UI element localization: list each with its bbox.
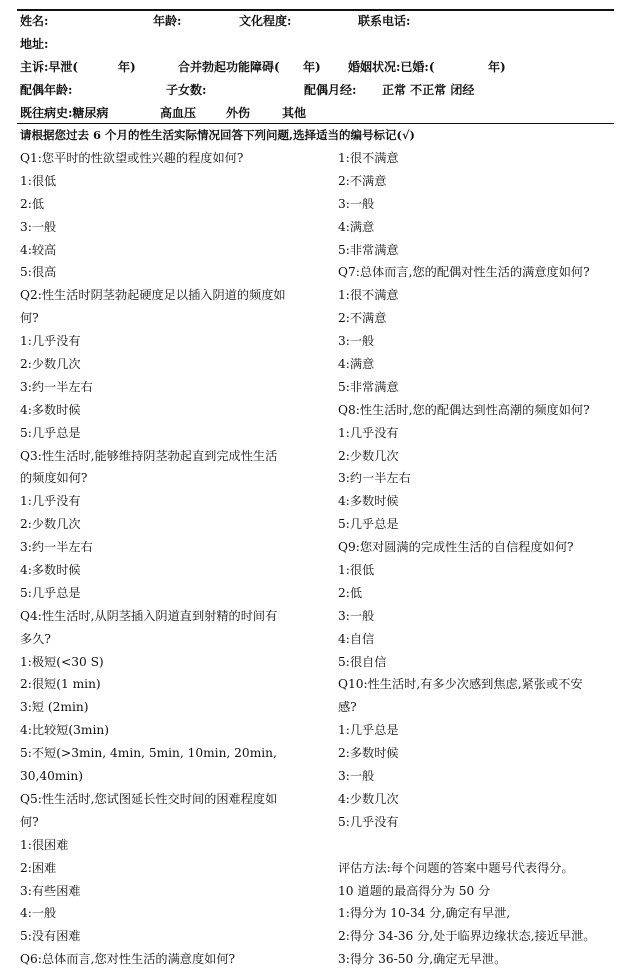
right-column-line-7: 2:不满意 [338, 311, 387, 326]
left-column-line-0: Q1:您平时的性欲望或性兴趣的程度如何? [20, 151, 244, 165]
left-column [20, 147, 315, 971]
header-divider [17, 123, 614, 124]
right-column-line-22: 5:很自信 [338, 654, 387, 669]
left-column-line-11: 4:多数时候 [20, 402, 81, 417]
left-column-line-10: 3:约一半左右 [20, 379, 93, 394]
left-column-line-30: 1:很困难 [20, 837, 69, 852]
left-column-line-1: 1:很低 [20, 173, 57, 188]
left-column-line-6: Q2:性生活时阴茎勃起硬度足以插入阴道的频度如 [20, 288, 286, 303]
right-column-line-18: 1:很低 [338, 563, 375, 578]
right-column-line-34: 2:得分 34-36 分,处于临界边缘状态,接近早泄。 [338, 929, 596, 944]
left-column-line-14: 的频度如何? [20, 471, 88, 486]
ed-year: 年) [303, 60, 321, 74]
left-column-line-26: 5:不短(>3min, 4min, 5min, 10min, 20min, [20, 746, 277, 761]
left-column-line-35: Q6:总体而言,您对性生活的满意度如何? [20, 952, 236, 967]
left-column-line-7: 何? [20, 311, 39, 326]
left-column-line-24: 3:短 (2min) [20, 700, 89, 715]
right-column-line-26: 2:多数时候 [338, 746, 399, 761]
right-column-line-4: 5:非常满意 [338, 242, 399, 257]
complaint-year: 年) [118, 60, 136, 74]
left-column-line-8: 1:几乎没有 [20, 334, 81, 349]
left-column-line-22: 1:极短(<30 S) [20, 654, 104, 669]
left-column-line-32: 3:有些困难 [20, 883, 81, 898]
left-column-line-29: 何? [20, 814, 39, 829]
right-column-line-5: Q7:总体而言,您的配偶对性生活的满意度如何? [338, 265, 590, 280]
left-column-line-20: Q4:性生活时,从阴茎插入阴道直到射精的时间有 [20, 608, 278, 623]
right-column-line-23: Q10:性生活时,有多少次感到焦虑,紧张或不安 [338, 677, 583, 692]
right-column [338, 147, 628, 971]
header-line-1 [20, 11, 620, 31]
right-column-line-35: 3:得分 36-50 分,确定无早泄。 [338, 952, 507, 967]
left-column-line-5: 5:很高 [20, 265, 57, 280]
menses-options: 正常 不正常 闭经 [382, 83, 475, 97]
right-column-line-12: 1:几乎没有 [338, 425, 399, 440]
spouse-age-label: 配偶年龄: [20, 83, 73, 97]
right-column-line-21: 4:自信 [338, 631, 375, 646]
right-column-line-29: 5:几乎没有 [338, 814, 399, 829]
left-column-line-19: 5:几乎总是 [20, 585, 81, 600]
left-column-line-2: 2:低 [20, 196, 45, 211]
right-column-line-16: 5:几乎总是 [338, 517, 399, 532]
right-column-line-14: 3:约一半左右 [338, 471, 411, 486]
marital-label: 婚姻状况:已婚:( [348, 60, 435, 74]
right-column-line-28: 4:少数几次 [338, 791, 399, 806]
right-column-line-31: 评估方法:每个问题的答案中题号代表得分。 [338, 860, 574, 875]
right-column-line-27: 3:一般 [338, 769, 375, 784]
right-column-line-15: 4:多数时候 [338, 494, 399, 509]
age-label: 年龄: [153, 14, 182, 28]
right-column-line-33: 1:得分为 10-34 分,确定有早泄, [338, 906, 511, 921]
header-line-4 [20, 80, 620, 100]
marital-year: 年) [488, 60, 506, 74]
right-column-line-10: 5:非常满意 [338, 379, 399, 394]
header-line-5 [20, 103, 620, 123]
left-column-line-4: 4:较高 [20, 242, 57, 257]
right-column-line-30 [338, 834, 628, 857]
header-line-2 [20, 34, 620, 54]
left-column-line-16: 2:少数几次 [20, 517, 81, 532]
left-column-line-13: Q3:性生活时,能够维持阴茎勃起直到完成性生活 [20, 448, 278, 463]
left-column-line-25: 4:比较短(3min) [20, 723, 109, 738]
right-column-line-19: 2:低 [338, 585, 363, 600]
left-column-line-33: 4:一般 [20, 906, 57, 921]
instruction-text: 请根据您过去 6 个月的性生活实际情况回答下列问题,选择适当的编号标记(√) [20, 128, 415, 142]
right-column-line-6: 1:很不满意 [338, 288, 399, 303]
right-column-line-1: 2:不满意 [338, 173, 387, 188]
right-column-line-9: 4:满意 [338, 357, 375, 372]
right-column-line-24: 感? [338, 700, 357, 715]
address-label: 地址: [20, 37, 49, 51]
right-column-line-0: 1:很不满意 [338, 151, 399, 165]
history-hypertension: 高血压 [160, 106, 197, 120]
left-column-line-12: 5:几乎总是 [20, 425, 81, 440]
right-column-line-11: Q8:性生活时,您的配偶达到性高潮的频度如何? [338, 402, 590, 417]
complaint-label: 主诉:早泄( [20, 60, 79, 74]
left-column-line-34: 5:没有困难 [20, 929, 81, 944]
ed-label: 合并勃起功能障碍( [178, 60, 280, 74]
right-column-line-20: 3:一般 [338, 608, 375, 623]
left-column-line-31: 2:困难 [20, 860, 57, 875]
left-column-line-15: 1:几乎没有 [20, 494, 81, 509]
left-column-line-27: 30,40min) [20, 769, 83, 784]
right-column-line-17: Q9:您对圆满的完成性生活的自信程度如何? [338, 540, 574, 555]
right-column-line-3: 4:满意 [338, 219, 375, 234]
left-column-line-17: 3:约一半左右 [20, 540, 93, 555]
right-column-line-2: 3:一般 [338, 196, 375, 211]
header-line-3 [20, 57, 620, 77]
left-column-line-23: 2:很短(1 min) [20, 677, 101, 692]
left-column-line-21: 多久? [20, 631, 51, 646]
phone-label: 联系电话: [358, 14, 411, 28]
spouse-menses-label: 配偶月经: [304, 83, 357, 97]
children-label: 子女数: [166, 83, 207, 97]
right-column-line-32: 10 道题的最高得分为 50 分 [338, 883, 491, 898]
right-column-line-25: 1:几乎总是 [338, 723, 399, 738]
history-other: 其他 [282, 106, 307, 120]
left-column-line-9: 2:少数几次 [20, 357, 81, 372]
left-column-line-18: 4:多数时候 [20, 563, 81, 578]
history-trauma: 外伤 [226, 106, 251, 120]
education-label: 文化程度: [239, 14, 292, 28]
name-label: 姓名: [20, 14, 49, 28]
right-column-line-8: 3:一般 [338, 334, 375, 349]
left-column-line-28: Q5:性生活时,您试图延长性交时间的困难程度如 [20, 791, 278, 806]
right-column-line-13: 2:少数几次 [338, 448, 399, 463]
left-column-line-3: 3:一般 [20, 219, 57, 234]
history-label: 既往病史:糖尿病 [20, 106, 109, 120]
